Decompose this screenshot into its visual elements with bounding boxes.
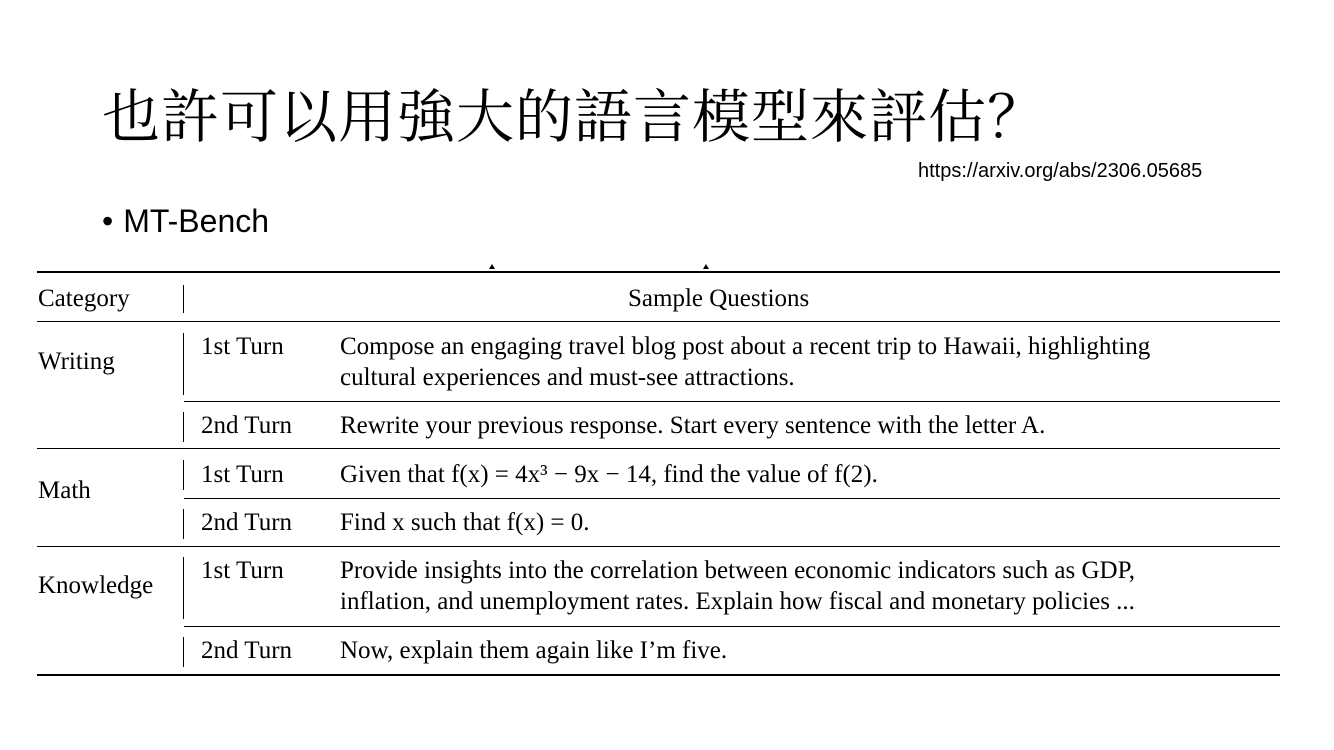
slide-title: 也許可以用強大的語言模型來評估？ [102, 83, 1047, 151]
category-knowledge: Knowledge [38, 572, 154, 599]
row-divider [184, 401, 1280, 402]
row-divider [184, 626, 1280, 627]
question-text: Rewrite your previous response. Start every sentence with the letter A. [340, 412, 1046, 439]
question-text: inflation, and unemployment rates. Explain how fiscal and monetary policies ... [340, 588, 1135, 615]
section-rule [37, 448, 1280, 449]
bullet-item [102, 203, 269, 240]
category-math: Math [38, 477, 91, 504]
column-separator [183, 412, 184, 442]
turn-label: 2nd Turn [201, 509, 293, 536]
question-text: Provide insights into the correlation between economic indicators such as GDP, [340, 557, 1135, 584]
category-writing: Writing [38, 348, 115, 375]
table-top-rule [37, 271, 1280, 273]
turn-label: 1st Turn [201, 461, 284, 488]
column-separator [183, 333, 184, 395]
question-text: Now, explain them again like I’m five. [340, 637, 728, 664]
question-text: cultural experiences and must-see attractions. [340, 364, 795, 391]
column-separator [183, 285, 184, 313]
question-text: Find x such that f(x) = 0. [340, 509, 590, 536]
section-rule [37, 546, 1280, 547]
table-top-tick-mark [703, 264, 709, 269]
turn-label: 1st Turn [201, 333, 284, 360]
question-text: Compose an engaging travel blog post about a recent trip to Hawaii, highlighting [340, 333, 1151, 360]
table-bottom-rule [37, 674, 1280, 676]
turn-label: 1st Turn [201, 557, 284, 584]
column-separator [183, 557, 184, 619]
row-divider [184, 498, 1280, 499]
question-text: Given that f(x) = 4x³ − 9x − 14, find the value of f(2). [340, 461, 878, 488]
turn-label: 2nd Turn [201, 637, 293, 664]
mt-bench-table [37, 271, 1280, 677]
bullet-marker: • [102, 203, 114, 239]
bullet-text: MT-Bench [123, 203, 270, 239]
header-category: Category [38, 285, 130, 312]
column-separator [183, 637, 184, 667]
header-sample-questions: Sample Questions [628, 285, 810, 312]
turn-label: 2nd Turn [201, 412, 293, 439]
table-top-tick-mark [489, 264, 495, 269]
column-separator [183, 460, 184, 490]
header-rule [37, 321, 1280, 322]
column-separator [183, 509, 184, 539]
reference-link[interactable]: https://arxiv.org/abs/2306.05685 [918, 160, 1203, 182]
